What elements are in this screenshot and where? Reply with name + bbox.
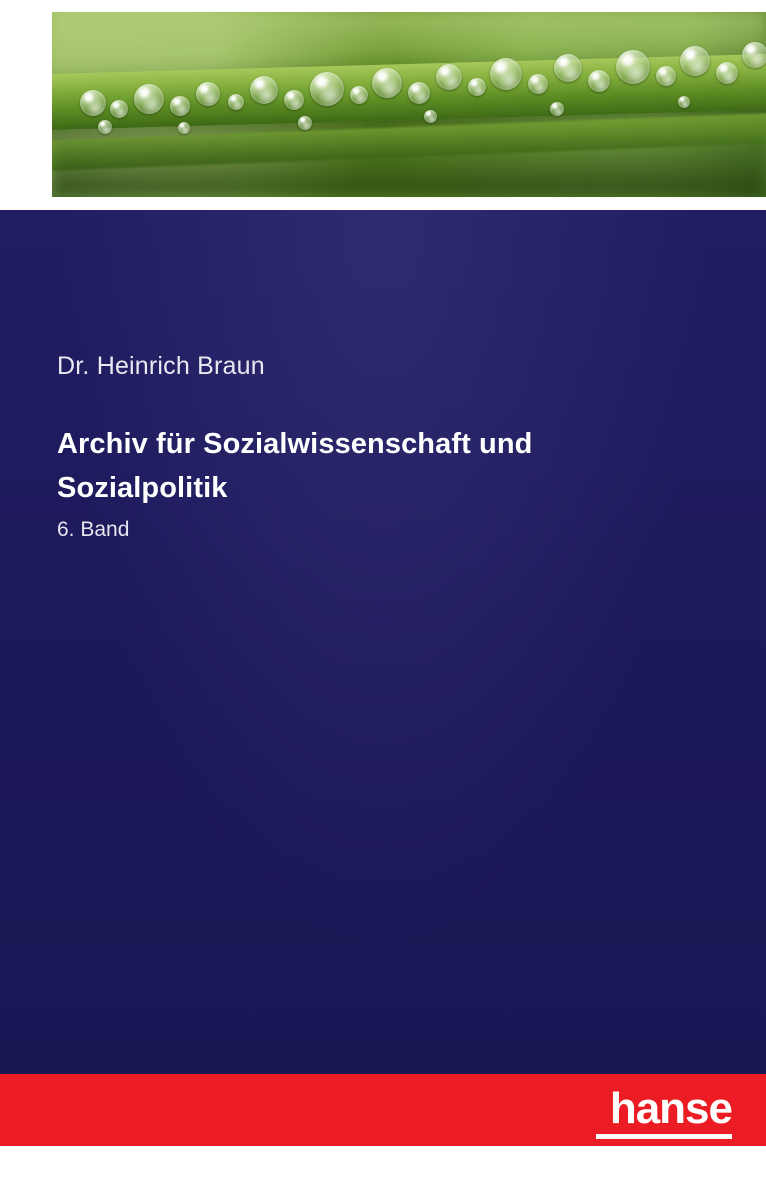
water-drop-icon bbox=[680, 46, 710, 76]
water-drop-icon bbox=[468, 78, 486, 96]
water-drop-icon bbox=[742, 42, 766, 68]
water-drop-icon bbox=[80, 90, 106, 116]
cover-title-area bbox=[0, 210, 766, 1074]
water-drop-icon bbox=[110, 100, 128, 118]
water-drop-icon bbox=[678, 96, 690, 108]
water-drop-icon bbox=[250, 76, 278, 104]
water-drop-icon bbox=[196, 82, 220, 106]
water-drop-icon bbox=[170, 96, 190, 116]
water-drop-icon bbox=[716, 62, 738, 84]
water-drop-icon bbox=[528, 74, 548, 94]
author-name: Dr. Heinrich Braun bbox=[57, 352, 265, 380]
book-subtitle: 6. Band bbox=[57, 518, 130, 541]
cover-bottom-margin bbox=[0, 1146, 766, 1184]
water-drop-icon bbox=[134, 84, 164, 114]
water-drop-icon bbox=[550, 102, 564, 116]
cover-photo bbox=[52, 12, 766, 197]
water-drop-icon bbox=[372, 68, 402, 98]
water-drop-icon bbox=[656, 66, 676, 86]
water-drop-icon bbox=[298, 116, 312, 130]
water-drop-icon bbox=[98, 120, 112, 134]
cover-photo-band bbox=[0, 0, 766, 210]
water-drop-icon bbox=[284, 90, 304, 110]
water-drop-icon bbox=[408, 82, 430, 104]
water-drop-icon bbox=[228, 94, 244, 110]
water-drop-icon bbox=[616, 50, 650, 84]
water-drop-icon bbox=[554, 54, 582, 82]
water-drop-icon bbox=[436, 64, 462, 90]
publisher-logo: hanse bbox=[609, 1084, 732, 1133]
water-drop-icon bbox=[350, 86, 368, 104]
book-title: Archiv für Sozialwissenschaft und Sozialpolitik bbox=[57, 428, 533, 504]
water-drop-icon bbox=[310, 72, 344, 106]
water-drop-icon bbox=[424, 110, 437, 123]
publisher-logo-underline bbox=[596, 1134, 732, 1139]
water-drop-icon bbox=[178, 122, 190, 134]
photo-bokeh-bottom bbox=[52, 127, 766, 197]
water-drop-icon bbox=[490, 58, 522, 90]
water-drop-icon bbox=[588, 70, 610, 92]
